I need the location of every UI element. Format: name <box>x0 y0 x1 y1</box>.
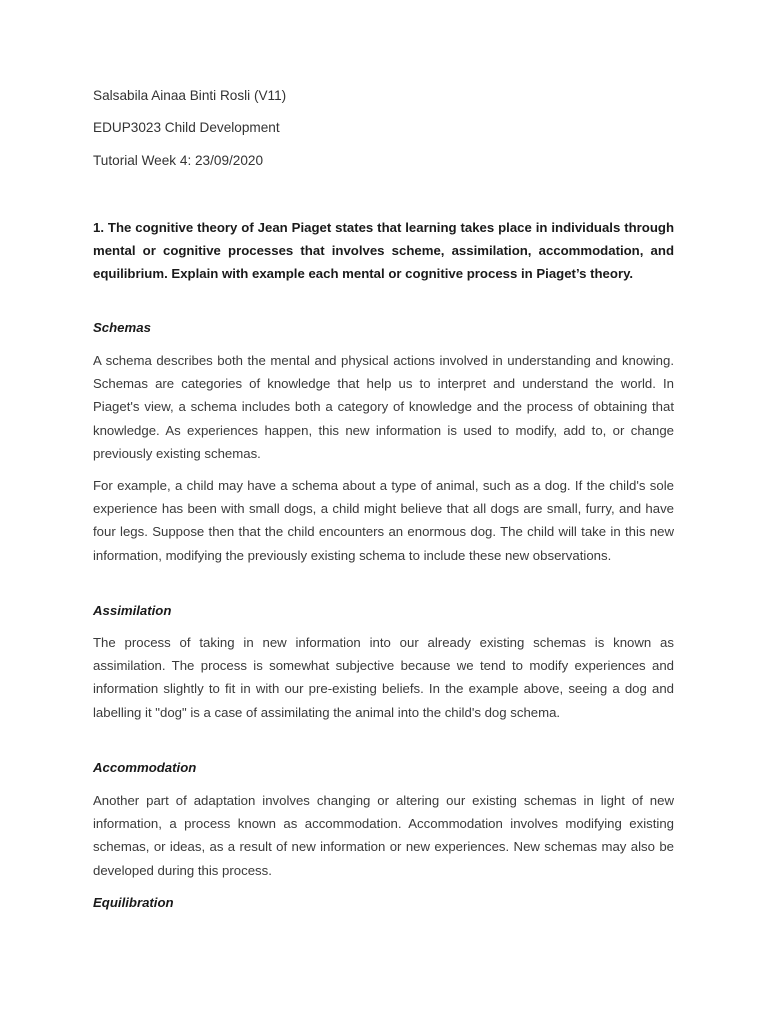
heading-schemas: Schemas <box>93 320 151 335</box>
question-text: 1. The cognitive theory of Jean Piaget states that learning takes place in individuals through mental or cognitive processes that involves scheme, assimilation, accommodation, and equilibrium. Explain with example each mental or cognitive process in Piaget’s theory. <box>93 220 674 282</box>
assimilation-paragraph: The process of taking in new information into our already existing schemas is known as assimilation. The process is somewhat subjective because we tend to modify experiences and information slightly to fit in with our pre-existing beliefs. In the example above, seeing a dog and labelling it "dog" is a case of assimilating the animal into the child's dog schema. <box>93 635 674 720</box>
heading-equilibration: Equilibration <box>93 895 174 910</box>
heading-assimilation: Assimilation <box>93 603 172 618</box>
schemas-paragraph-1: A schema describes both the mental and physical actions involved in understanding and knowing. Schemas are categories of knowledge that help us to interpret and understand the world. In Piaget's view, a schema includes both a category of knowledge and the process of obtaining that knowledge. As experiences happen, this new information is used to modify, add to, or change previously existing schemas. <box>93 353 674 461</box>
heading-accommodation: Accommodation <box>93 760 197 775</box>
schemas-paragraph-2: For example, a child may have a schema about a type of animal, such as a dog. If the child's sole experience has been with small dogs, a child might believe that all dogs are small, furry, and have four legs. Suppose then that the child encounters an enormous dog. The child will take in this new information, modifying the previously existing schema to include these new observations. <box>93 478 674 563</box>
tutorial-line: Tutorial Week 4: 23/09/2020 <box>93 153 264 168</box>
author-line: Salsabila Ainaa Binti Rosli (V11) <box>93 88 287 103</box>
course-line: EDUP3023 Child Development <box>93 120 280 135</box>
accommodation-paragraph: Another part of adaptation involves changing or altering our existing schemas in light of new information, a process known as accommodation. Accommodation involves modifying existing schemas, or ideas, as a result of new information or new experiences. New schemas may also be developed during this process. <box>93 793 674 878</box>
